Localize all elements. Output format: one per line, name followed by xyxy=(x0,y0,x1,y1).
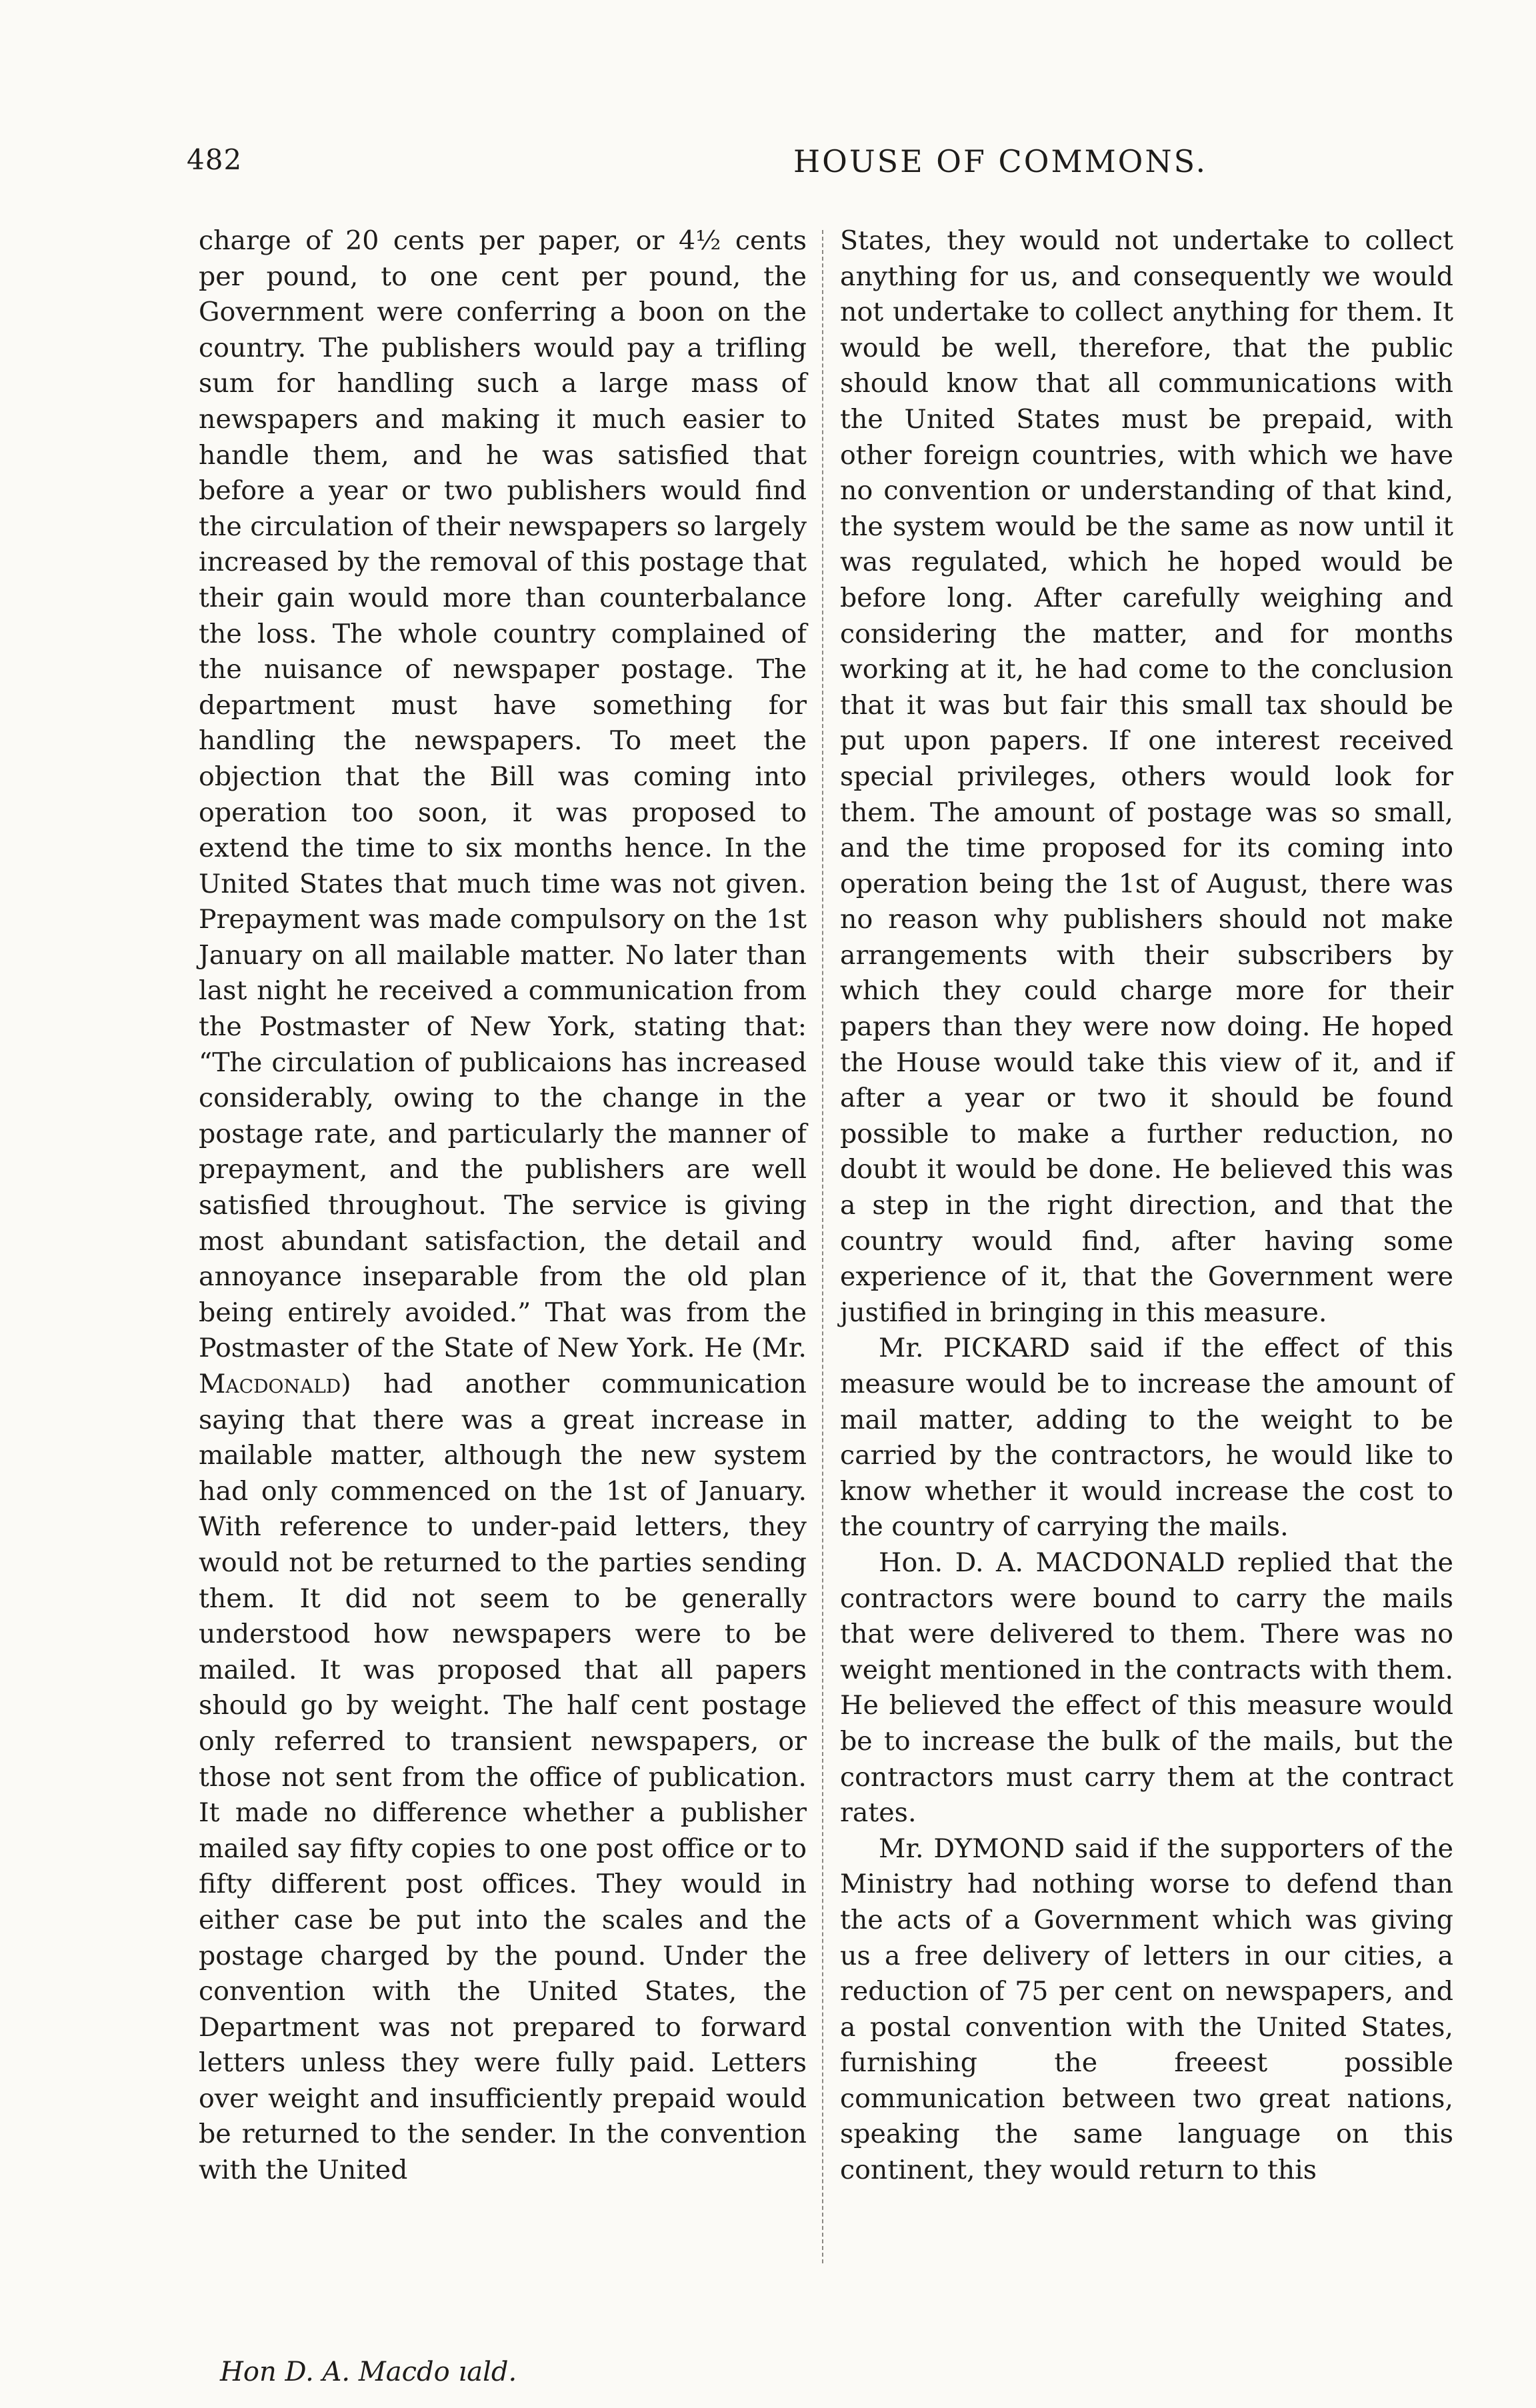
right-paragraph-1: States, they would not undertake to collect anything for us, and consequently we would not undertake to collect anything for them. It would be well, therefore, that the public should know that all communications with the United States must be prepaid, with other foreign countries, with which we have no convention or understanding of that kind, the system would be the same as now until it was regulated, which he hoped would be before long. After carefully weighing and considering the matter, and for months working at it, he had come to the conclusion that it was but fair this small tax should be put upon papers. If one interest received special privileges, others would look for them. The amount of postage was so small, and the time proposed for its coming into operation being the 1st of August, there was no reason why publishers should not make arrangements with their subscribers by which they could charge more for their papers than they were now doing. He hoped the House would take this view of it, and if after a year or two it should be found possible to make a further reduction, no doubt it would be done. He believed this was a step in the right direction, and that the country would find, after having some experience of it, that the Government were justified in bringing in this measure. xyxy=(840,225,1453,1328)
footer-signature: Hon D. A. Macdo ıald. xyxy=(220,2357,517,2387)
left-text-2: ) had another communication saying that there was a great increase in mailable matter, although the new system had only commenced on the 1st of January. With reference to under-paid letters, they would not be returned to the parties sending them. It did not seem to be generally understood how newspapers were to be mailed. It was proposed that all papers should go by weight. The half cent postage only referred to transient newspapers, or those not sent from the office of publication. It made no difference whether a publisher mailed say fifty copies to one post office or to fifty different post offices. They would in either case be put into the scales and the postage charged by the pound. Under the convention with the United States, the Department was not prepared to forward letters unless they were fully paid. Letters over weight and insufficiently prepaid would be returned to the sender. In the convention with the United xyxy=(199,1369,807,2186)
column-divider xyxy=(822,230,823,2263)
running-title: HOUSE OF COMMONS. xyxy=(793,143,1208,179)
right-paragraph-macdonald: Hon. D. A. MACDONALD replied that the contractors were bound to carry the mails that were delivered to them. There was no weight mentioned in the contracts with them. He believed the effect of this measure would be to increase the bulk of the mails, but the contractors must carry them at the contract rates. xyxy=(840,1547,1453,1829)
right-paragraph-dymond: Mr. DYMOND said if the supporters of the Ministry had nothing worse to defend than the acts of a Government which was giving us a free delivery of letters in our cities, a reduction of 75 per cent on newspapers, and a postal convention with the United States, furnishing the freeest possible communication between two great nations, speaking the same language on this continent, they would return to this xyxy=(840,1833,1453,2186)
right-paragraph-pickard: Mr. PICKARD said if the effect of this measure would be to increase the amount of mail matter, adding to the weight to be carried by the contractors, he would like to know whether it would increase the cost to the country of carrying the mails. xyxy=(840,1333,1453,1543)
page-number: 482 xyxy=(187,143,243,176)
left-paragraph xyxy=(199,223,807,2189)
right-column xyxy=(840,223,1453,2323)
page-header xyxy=(187,143,1453,197)
left-text-1: charge of 20 cents per paper, or 4½ cents per pound, to one cent per pound, the Government were conferring a boon on the country. The publishers would pay a trifling sum for handling such a large mass of newspapers and making it much easier to handle them, and he was satisfied that before a year or two publishers would find the circulation of their newspapers so largely increased by the removal of this postage that their gain would more than counterbalance the loss. The whole country complained of the nuisance of newspaper postage. The department must have something for handling the newspapers. To meet the objection that the Bill was coming into operation too soon, it was proposed to extend the time to six months hence. In the United States that much time was not given. Prepayment was made compulsory on the 1st January on all mailable matter. No later than last night he received a communication from the Postmaster of New York, stating that: “The circulation of publicaions has increased considerably, owing to the change in the postage rate, and particularly the manner of prepayment, and the publishers are well satisfied throughout. The service is giving most abundant satisfaction, the detail and annoyance inseparable from the old plan being entirely avoided.” That was from the Postmaster of the State of New York. He (Mr. xyxy=(199,225,807,1364)
speaker-name-smallcaps: Macdonald xyxy=(199,1369,341,1399)
left-column xyxy=(199,223,807,2323)
